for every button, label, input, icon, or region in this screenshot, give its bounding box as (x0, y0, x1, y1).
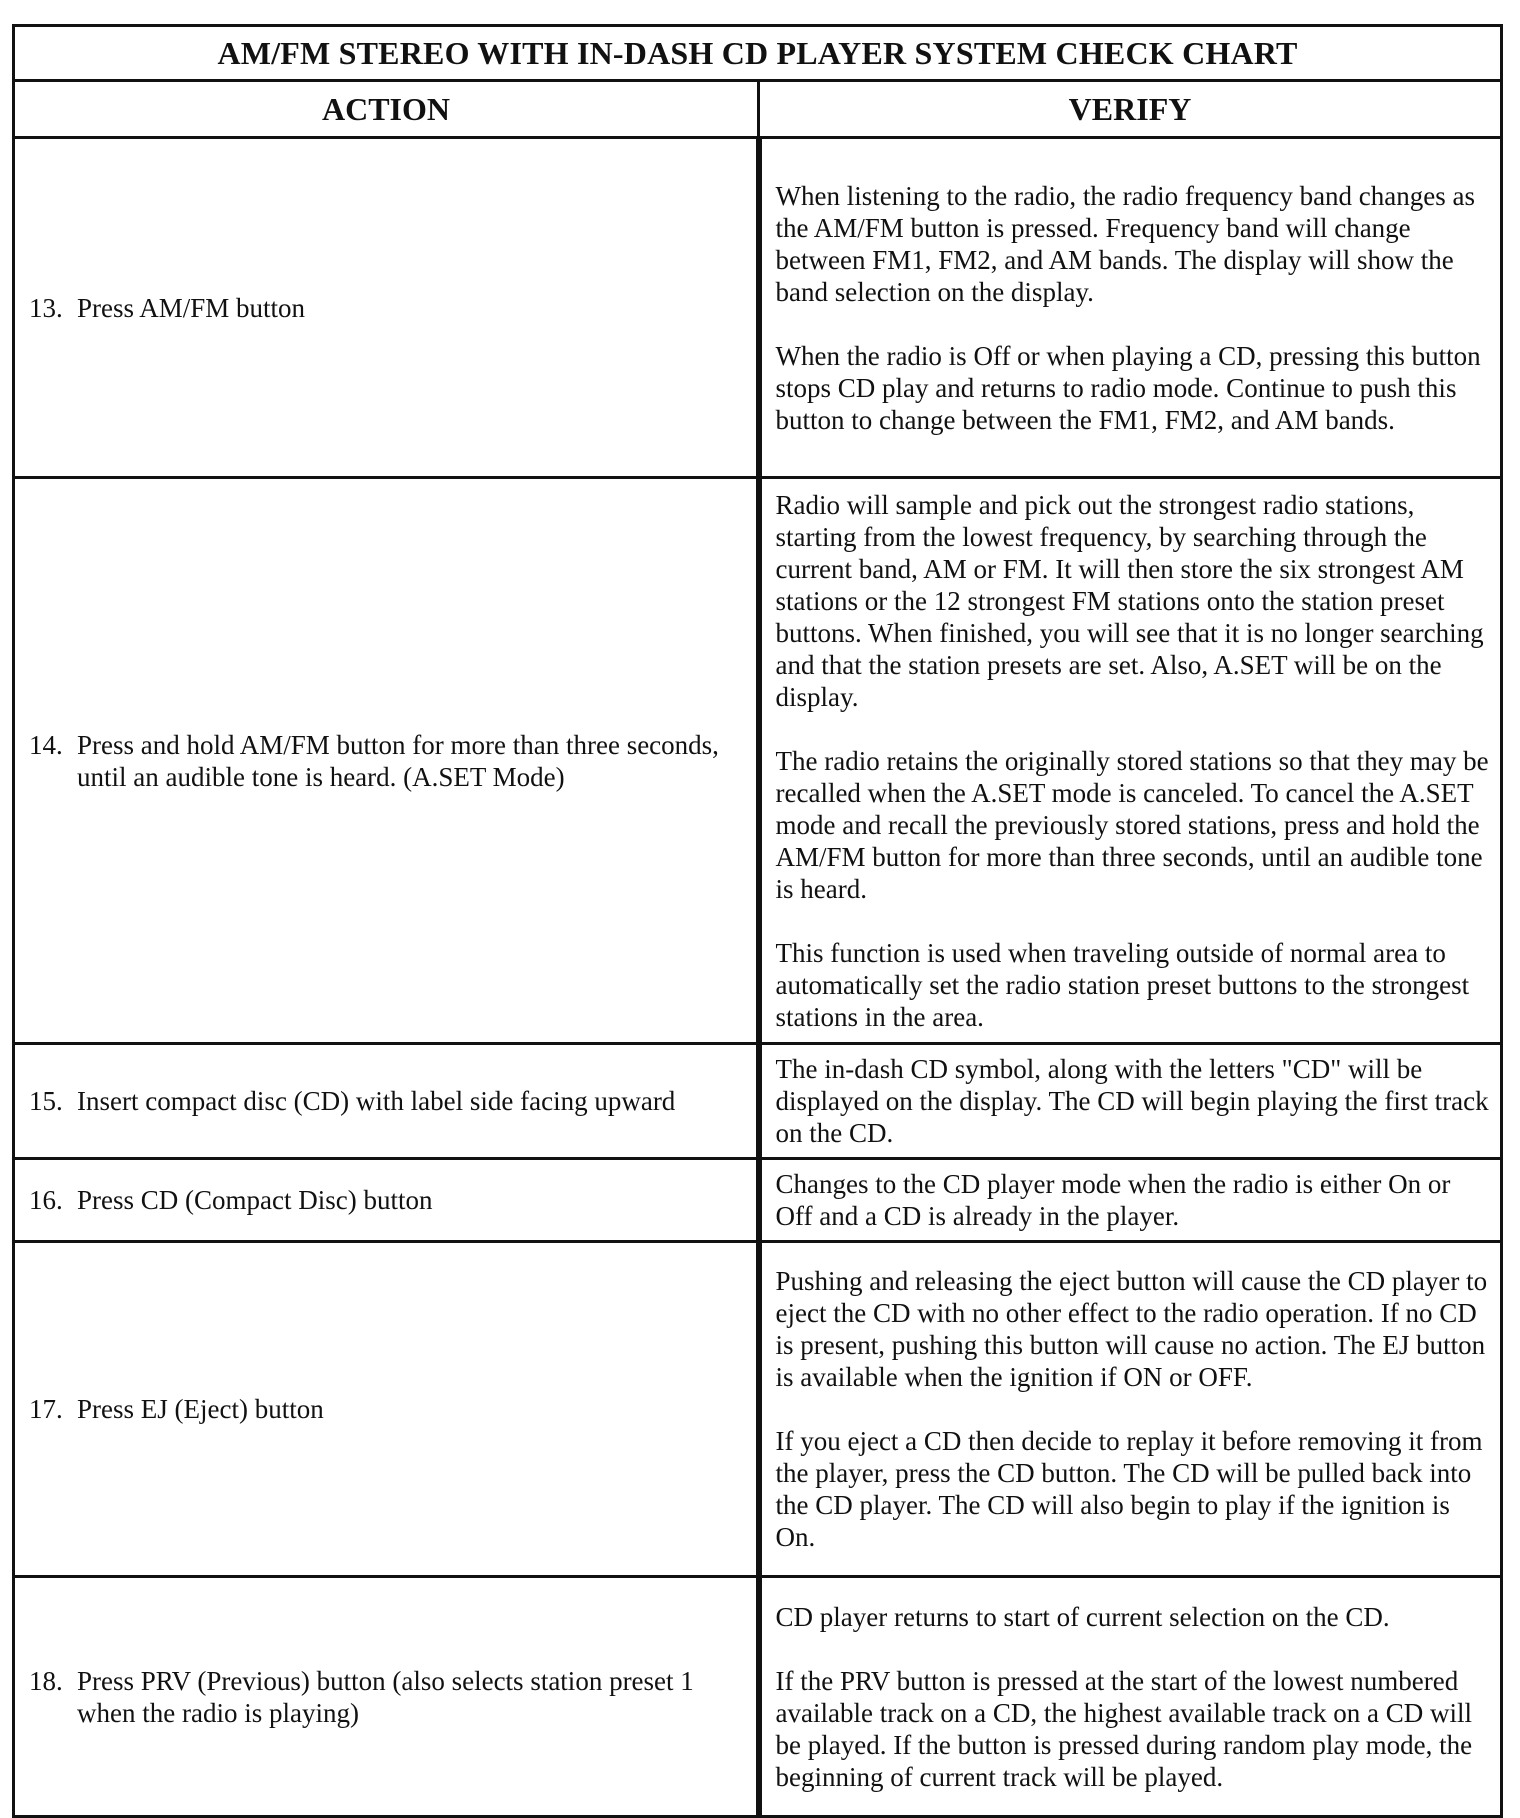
step-number: 15. (29, 1086, 63, 1116)
step-number: 14. (29, 729, 63, 760)
action-text: Press CD (Compact Disc) button (77, 1185, 433, 1215)
verify-paragraph: If you eject a CD then decide to replay it before removing it from the player, press the CD button. The CD will be pulled back into the CD player. The CD will also begin to play if the ignition is On. (775, 1426, 1483, 1552)
verify-paragraph: When the radio is Off or when playing a CD, pressing this button stops CD play and returns to radio mode. Continue to push this button to change between the FM1, FM2, and AM bands. (775, 340, 1481, 435)
action-text: Insert compact disc (CD) with label side facing upward (77, 1086, 676, 1116)
action-cell (14, 1577, 759, 1817)
step-number: 13. (29, 292, 63, 323)
verify-cell (759, 1577, 1502, 1817)
system-check-chart (12, 24, 1503, 1818)
verify-paragraph: Radio will sample and pick out the strongest radio stations, starting from the lowest frequency, by searching through the current band, AM or FM. It will then store the six strongest AM stations or the 12 strongest FM stations onto the station preset buttons. When finished, you will see that it is no longer searching and that the station presets are set. Also, A.SET will be on the display. (775, 489, 1484, 712)
step-number: 16. (29, 1185, 63, 1215)
action-cell (14, 1044, 759, 1159)
action-cell (14, 1242, 759, 1577)
verify-paragraph: When listening to the radio, the radio frequency band changes as the AM/FM button is pressed. Frequency band will change between FM1, FM2, and AM bands. The display will show the band selection on the display. (775, 180, 1476, 307)
table-row (14, 1242, 1502, 1577)
action-text: Press PRV (Previous) button (also selects station preset 1 when the radio is playing) (77, 1665, 694, 1728)
action-cell (14, 138, 759, 478)
table-row (14, 1159, 1502, 1242)
verify-column-header: VERIFY (759, 81, 1502, 138)
step-number: 17. (29, 1394, 63, 1424)
action-text: Press EJ (Eject) button (77, 1394, 324, 1424)
table-row (14, 138, 1502, 478)
verify-paragraph: The in-dash CD symbol, along with the letters "CD" will be displayed on the display. The CD will begin playing the first track on the CD. (775, 1054, 1489, 1148)
verify-paragraph: Changes to the CD player mode when the radio is either On or Off and a CD is already in the player. (775, 1169, 1451, 1231)
verify-paragraph: The radio retains the originally stored stations so that they may be recalled when the A.SET mode is canceled. To cancel the A.SET mode and recall the previously stored stations, press and hold the AM/FM button for more than three seconds, until an audible tone is heard. (775, 745, 1489, 904)
table-row (14, 1577, 1502, 1817)
verify-paragraph: Pushing and releasing the eject button will cause the CD player to eject the CD with no other effect to the radio operation. If no CD is present, pushing this button will cause no action. The EJ button is available when the ignition if ON or OFF. (775, 1266, 1488, 1392)
step-number: 18. (29, 1665, 63, 1696)
action-text: Press AM/FM button (77, 292, 306, 323)
verify-paragraph: This function is used when traveling outside of normal area to automatically set the radio station preset buttons to the strongest stations in the area. (775, 937, 1470, 1032)
action-text: Press and hold AM/FM button for more than three seconds, until an audible tone is heard. (A.SET Mode) (77, 729, 719, 792)
verify-cell (759, 1044, 1502, 1159)
chart-title: AM/FM STEREO WITH IN-DASH CD PLAYER SYSTEM CHECK CHART (14, 26, 1502, 81)
action-cell (14, 478, 759, 1044)
table-row (14, 478, 1502, 1044)
action-cell (14, 1159, 759, 1242)
verify-paragraph: If the PRV button is pressed at the start of the lowest numbered available track on a CD, the highest available track on a CD will be played. If the button is pressed during random play mode, the beginning of current track will be played. (775, 1665, 1473, 1792)
action-column-header: ACTION (14, 81, 759, 138)
verify-cell (759, 1159, 1502, 1242)
verify-cell (759, 138, 1502, 478)
verify-cell (759, 1242, 1502, 1577)
table-row (14, 1044, 1502, 1159)
verify-paragraph: CD player returns to start of current selection on the CD. (775, 1601, 1390, 1632)
verify-cell (759, 478, 1502, 1044)
